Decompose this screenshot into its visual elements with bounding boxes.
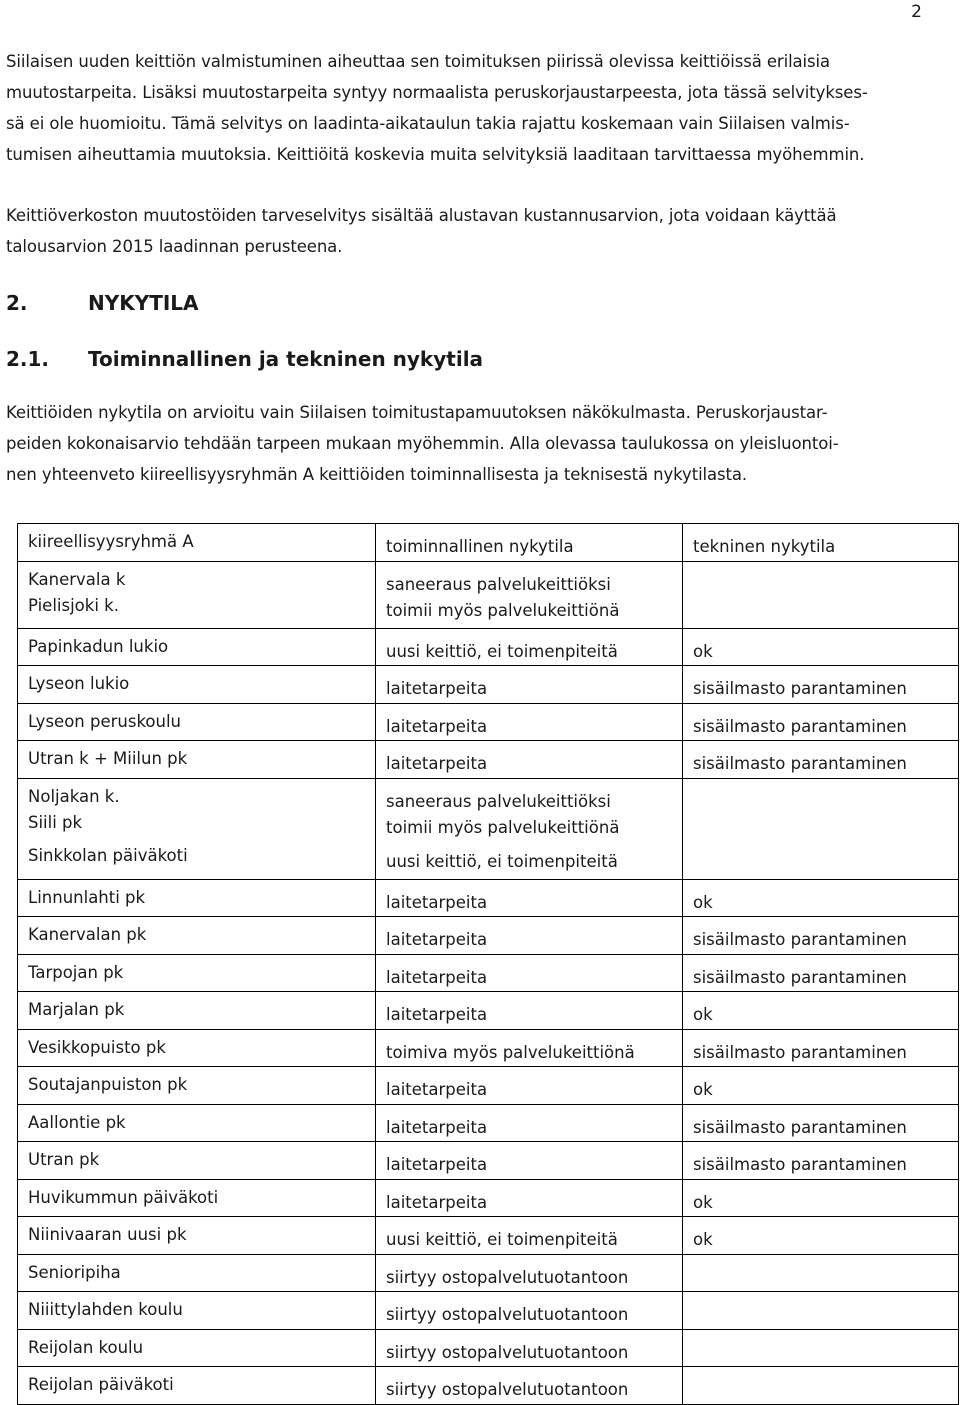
cell-line: Niinivaaran uusi pk [28,1225,187,1244]
table-row [18,1254,959,1292]
technical-status-cell [683,1104,959,1142]
site-name-cell [18,1179,376,1217]
functional-status-cell [376,879,683,917]
cell-line: sisäilmasto parantaminen [693,967,907,987]
table-row [18,741,959,779]
cell-line: laitetarpeita [386,679,488,698]
cell-line: ok [693,892,713,912]
cell-line: Huvikummun päiväkoti [28,1187,219,1207]
subsection-heading [6,347,483,371]
site-name-cell [18,561,376,628]
cell-line: Pielisjoki k. [28,595,119,615]
cell-line: Niiittylahden koulu [28,1300,183,1319]
table-row [18,666,959,704]
site-name-cell [18,628,376,666]
table-row [18,879,959,917]
intro-line: Siilaisen uuden keittiön valmistuminen aiheuttaa sen toimituksen piirissä olevissa keittiöissä erilaisia [6,52,831,71]
cell-line: Utran pk [28,1150,100,1169]
table-row [18,1292,959,1330]
cell-line: laitetarpeita [386,1192,488,1212]
site-name-cell [18,1367,376,1405]
cell-line: sisäilmasto parantaminen [693,716,907,736]
technical-status-cell [683,628,959,666]
summary-line: nen yhteenveto kiireellisyysryhmän A keittiöiden toiminnallisesta ja teknisestä nykytilasta. [6,465,748,484]
table-row [18,561,959,628]
summary-line: peiden kokonaisarvio tehdään tarpeen mukaan myöhemmin. Alla olevassa taulukossa on yleisluontoi- [6,434,839,453]
intro-line: tumisen aiheuttamia muutoksia. Keittiöitä koskevia muita selvityksiä laaditaan tarvittaessa myöhemmin. [6,145,865,164]
site-name-cell [18,992,376,1030]
table-row [18,628,959,666]
functional-status-cell [376,666,683,704]
functional-status-cell [376,1104,683,1142]
page-number: 2 [911,2,922,22]
cell-line: siirtyy ostopalvelutuotantoon [386,1342,629,1362]
site-name-cell [18,1142,376,1180]
site-name-cell [18,741,376,779]
site-name-cell [18,1217,376,1255]
cell-line: laitetarpeita [386,1155,488,1174]
cell-line: Aallontie pk [28,1112,126,1132]
cell-line: laitetarpeita [386,967,488,987]
cell-line: Kanervalan pk [28,925,147,944]
site-name-cell [18,703,376,741]
cell-line: sisäilmasto parantaminen [693,1155,907,1174]
cell-line: laitetarpeita [386,1117,488,1137]
cell-line: Noljakan k. [28,786,120,806]
cell-line: Reijolan päiväkoti [28,1375,174,1394]
cell-line: Marjalan pk [28,1000,125,1019]
site-name-cell [18,1104,376,1142]
cell-line: uusi keittiö, ei toimenpiteitä [386,851,618,871]
summary-paragraph [6,397,936,490]
table-row [18,1067,959,1105]
cell-line: ok [693,1080,713,1099]
cell-line: Senioripiha [28,1262,121,1282]
kitchen-status-table [17,523,959,1405]
technical-status-cell [683,1292,959,1330]
site-name-cell [18,1292,376,1330]
section-heading [6,291,199,315]
cell-line: ok [693,1192,713,1212]
technical-status-cell [683,703,959,741]
functional-status-cell [376,741,683,779]
functional-status-cell [376,1329,683,1367]
budget-line: talousarvion 2015 laadinnan perusteena. [6,237,343,256]
functional-status-cell [376,917,683,955]
table-row [18,1142,959,1180]
site-name-cell [18,666,376,704]
table-row [18,1217,959,1255]
site-name-cell [18,1254,376,1292]
cell-line: Linnunlahti pk [28,887,146,907]
cell-line: laitetarpeita [386,930,488,949]
table-row [18,917,959,955]
functional-status-cell [376,778,683,879]
technical-status-cell [683,741,959,779]
subsection-number: 2.1. [6,347,50,371]
table-row [18,1179,959,1217]
cell-line: Sinkkolan päiväkoti [28,845,188,865]
table-row [18,992,959,1030]
table-row [18,778,959,879]
functional-status-cell [376,1217,683,1255]
cell-line: uusi keittiö, ei toimenpiteitä [386,1230,618,1249]
technical-status-cell [683,561,959,628]
intro-line: sä ei ole huomioitu. Tämä selvitys on laadinta-aikataulun takia rajattu koskemaan vain Siilaisen valmis- [6,114,850,133]
functional-status-cell [376,1067,683,1105]
cell-line: laitetarpeita [386,754,488,773]
functional-status-cell [376,954,683,992]
table-row [18,1104,959,1142]
technical-status-cell [683,1217,959,1255]
table-row [18,703,959,741]
site-name-cell [18,1067,376,1105]
intro-paragraph [6,46,936,170]
functional-status-cell [376,703,683,741]
cell-line: siirtyy ostopalvelutuotantoon [386,1380,629,1399]
technical-status-cell [683,1179,959,1217]
header-functional-status: toiminnallinen nykytila [376,524,683,562]
cell-line: saneeraus palvelukeittiöksi [386,791,611,811]
cell-line: Utran k + Miilun pk [28,749,188,768]
table-header-row [18,524,959,562]
technical-status-cell [683,1367,959,1405]
budget-paragraph [6,200,936,262]
functional-status-cell [376,561,683,628]
cell-line: Papinkadun lukio [28,636,169,656]
cell-line: Kanervala k [28,569,126,589]
cell-line: sisäilmasto parantaminen [693,930,907,949]
subsection-title: Toiminnallinen ja tekninen nykytila [88,347,484,371]
functional-status-cell [376,992,683,1030]
technical-status-cell [683,1142,959,1180]
site-name-cell [18,917,376,955]
cell-line: siirtyy ostopalvelutuotantoon [386,1305,629,1324]
technical-status-cell [683,1329,959,1367]
cell-line: sisäilmasto parantaminen [693,1117,907,1137]
functional-status-cell [376,1142,683,1180]
cell-line: ok [693,641,713,661]
site-name-cell [18,954,376,992]
site-name-cell [18,778,376,879]
cell-line: uusi keittiö, ei toimenpiteitä [386,641,618,661]
table-row [18,1329,959,1367]
cell-line: Siili pk [28,812,83,832]
header-urgency-group: kiireellisyysryhmä A [18,524,376,562]
technical-status-cell [683,879,959,917]
site-name-cell [18,879,376,917]
functional-status-cell [376,1367,683,1405]
cell-line: toimii myös palvelukeittiönä [386,600,620,620]
cell-line: toimiva myös palvelukeittiönä [386,1042,635,1062]
site-name-cell [18,1029,376,1067]
technical-status-cell [683,992,959,1030]
technical-status-cell [683,1029,959,1067]
functional-status-cell [376,1254,683,1292]
header-technical-status: tekninen nykytila [683,524,959,562]
intro-line: muutostarpeita. Lisäksi muutostarpeita syntyy normaalista peruskorjaustarpeesta, jota tässä selvitykses- [6,83,868,102]
functional-status-cell [376,1179,683,1217]
cell-line: toimii myös palvelukeittiönä [386,817,620,837]
cell-line: saneeraus palvelukeittiöksi [386,574,611,594]
summary-line: Keittiöiden nykytila on arvioitu vain Siilaisen toimitustapamuutoksen näkökulmasta. Peruskorjaustar- [6,403,828,422]
functional-status-cell [376,1029,683,1067]
cell-line: ok [693,1005,713,1024]
cell-line: Lyseon peruskoulu [28,711,182,731]
cell-line: laitetarpeita [386,716,488,736]
technical-status-cell [683,1254,959,1292]
cell-line: laitetarpeita [386,1005,488,1024]
cell-line: laitetarpeita [386,1080,488,1099]
technical-status-cell [683,917,959,955]
table-row [18,954,959,992]
technical-status-cell [683,778,959,879]
table-row [18,1029,959,1067]
section-title: NYKYTILA [88,291,199,315]
cell-line: sisäilmasto parantaminen [693,754,907,773]
cell-line: Vesikkopuisto pk [28,1037,166,1057]
site-name-cell [18,1329,376,1367]
functional-status-cell [376,1292,683,1330]
cell-line: Reijolan koulu [28,1337,144,1357]
cell-line: sisäilmasto parantaminen [693,1042,907,1062]
technical-status-cell [683,666,959,704]
section-number: 2. [6,291,28,315]
cell-line: Soutajanpuiston pk [28,1075,188,1094]
cell-line: Lyseon lukio [28,674,130,693]
cell-line: ok [693,1230,713,1249]
functional-status-cell [376,628,683,666]
budget-line: Keittiöverkoston muutostöiden tarveselvitys sisältää alustavan kustannusarvion, jota voidaan käyttää [6,206,837,225]
table-row [18,1367,959,1405]
cell-line: Tarpojan pk [28,962,124,982]
technical-status-cell [683,1067,959,1105]
cell-line: laitetarpeita [386,892,488,912]
technical-status-cell [683,954,959,992]
cell-line: siirtyy ostopalvelutuotantoon [386,1267,629,1287]
cell-line: sisäilmasto parantaminen [693,679,907,698]
